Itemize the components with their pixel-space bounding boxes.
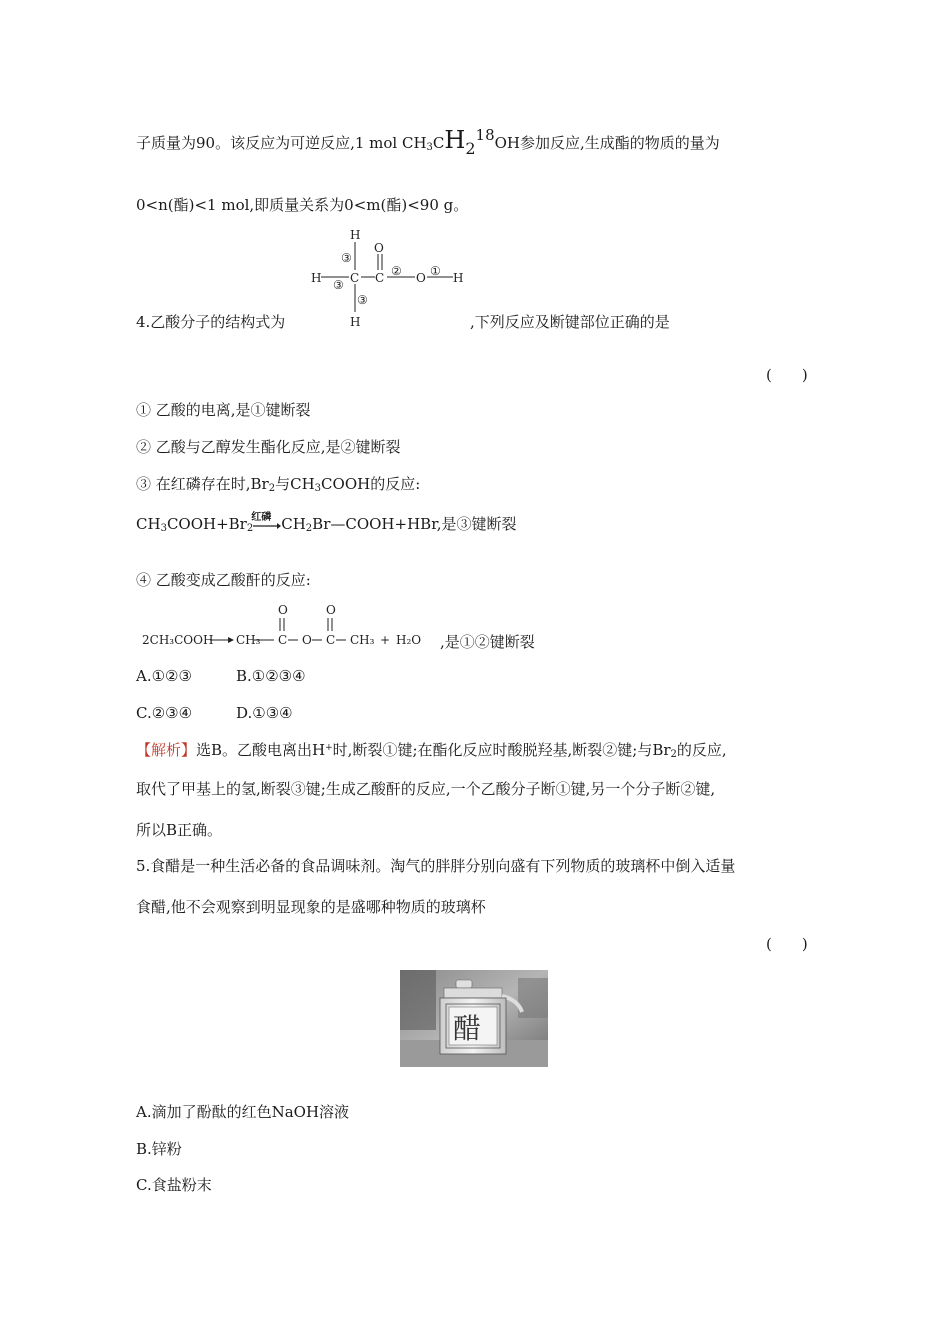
struct-c-carboxyl: C: [375, 271, 385, 285]
struct-o-mid: O: [416, 271, 426, 285]
bond-label-3: ③: [341, 251, 352, 265]
text-line: 0<n(酯)<1 mol,即质量关系为0<m(酯)<90 g。: [136, 196, 469, 214]
question-5-stem-1: 5.食醋是一种生活必备的食品调味剂。淘气的胖胖分别向盛有下列物质的玻璃杯中倒入适量: [136, 857, 736, 875]
statement-3: [136, 474, 420, 499]
text-run: CH: [281, 515, 306, 533]
analysis-label: 【解析】: [136, 741, 197, 759]
eq4-plus: +: [380, 633, 391, 647]
vinegar-char: 醋: [453, 1012, 482, 1045]
text-run: ③ 在红磷存在时,Br: [136, 475, 269, 493]
subscript: 2: [305, 523, 313, 534]
eq4-o-top-1: O: [278, 603, 288, 617]
option-d: D.①③④: [236, 704, 293, 722]
question-5-stem-2: 食醋,他不会观察到明显现象的是盛哪种物质的玻璃杯: [136, 898, 486, 916]
bond-label-3: ③: [357, 293, 368, 307]
text-run: CH: [136, 515, 161, 533]
subscript: 3: [160, 523, 167, 534]
eq4-c1: C: [278, 633, 288, 647]
struct-h-bottom: H: [350, 315, 361, 329]
option-c: C.②③④: [136, 704, 193, 722]
text-line: [136, 126, 720, 158]
text-run: 的反应,: [676, 741, 727, 759]
text-run: C: [432, 134, 445, 152]
struct-h-left: H: [311, 271, 322, 285]
struct-o-top: O: [374, 241, 384, 255]
option-a: A.①②③: [136, 667, 192, 685]
text-run: H: [444, 126, 466, 154]
text-run: COOH的反应:: [321, 475, 421, 493]
bond-label-2: ②: [391, 264, 402, 278]
arrow-icon: [253, 520, 281, 534]
subscript: 2: [268, 483, 276, 494]
answer-blank: ( ): [766, 935, 808, 953]
text-run: 与CH: [275, 475, 315, 493]
subscript: 2: [246, 523, 254, 534]
subscript: 3: [314, 483, 322, 494]
eq4-o-top-2: O: [326, 603, 336, 617]
vinegar-bottle-photo: [400, 970, 548, 1067]
text-run: 时,断裂①键;在酯化反应时酸脱羟基,断裂②键;与Br: [332, 741, 671, 759]
equation-4-tail: ,是①②键断裂: [440, 633, 535, 651]
catalyst-label: 红磷: [251, 512, 272, 523]
subscript: 3: [426, 142, 433, 153]
struct-c-methyl: C: [350, 271, 360, 285]
question-4-stem-end: ,下列反应及断键部位正确的是: [470, 313, 670, 331]
question-4-stem-start: 4.乙酸分子的结构式为: [136, 313, 286, 331]
text-run: 子质量为90。该反应为可逆反应,1 mol CH: [136, 134, 427, 152]
struct-h-right: H: [453, 271, 464, 285]
eq4-reactant: 2CH₃COOH: [142, 633, 214, 647]
subscript: 2: [670, 749, 677, 760]
bond-label-3: ③: [333, 278, 344, 292]
acetic-acid-structure: [305, 226, 475, 332]
subscript: 2: [465, 139, 476, 158]
option-b: B.①②③④: [236, 667, 306, 685]
analysis-line-1: [136, 738, 727, 765]
q5-option-c: C.食盐粉末: [136, 1176, 212, 1194]
statement-2: ② 乙酸与乙醇发生酯化反应,是②键断裂: [136, 438, 401, 456]
text-run: Br—COOH+HBr,是③键断裂: [312, 515, 517, 533]
text-run: COOH+Br: [166, 515, 247, 533]
superscript: +: [325, 743, 333, 753]
struct-h-top: H: [350, 228, 361, 242]
analysis-line-2: 取代了甲基上的氢,断裂③键;生成乙酸酐的反应,一个乙酸分子断①键,另一个分子断②键,: [136, 780, 716, 798]
text-run: OH参加反应,生成酯的物质的量为: [494, 134, 720, 152]
q5-option-a: A.滴加了酚酞的红色NaOH溶液: [136, 1103, 350, 1121]
eq4-c2: C: [326, 633, 336, 647]
bond-label-1: ①: [430, 264, 441, 278]
q5-option-b: B.锌粉: [136, 1140, 182, 1158]
text-run: 选B。乙酸电离出H: [196, 741, 326, 759]
anhydride-equation: [138, 600, 438, 656]
statement-1: ① 乙酸的电离,是①键断裂: [136, 401, 311, 419]
analysis-line-3: 所以B正确。: [136, 821, 223, 839]
equation-3: [136, 514, 516, 539]
eq4-o-bridge: O: [302, 633, 312, 647]
superscript: 18: [475, 126, 495, 144]
eq4-right-ch3: CH₃: [350, 633, 375, 647]
reaction-arrow: [251, 512, 281, 532]
answer-blank: ( ): [766, 366, 808, 384]
eq4-left-ch3: CH₃: [236, 633, 261, 647]
statement-4: ④ 乙酸变成乙酸酐的反应:: [136, 571, 311, 589]
eq4-water: H₂O: [396, 633, 422, 647]
